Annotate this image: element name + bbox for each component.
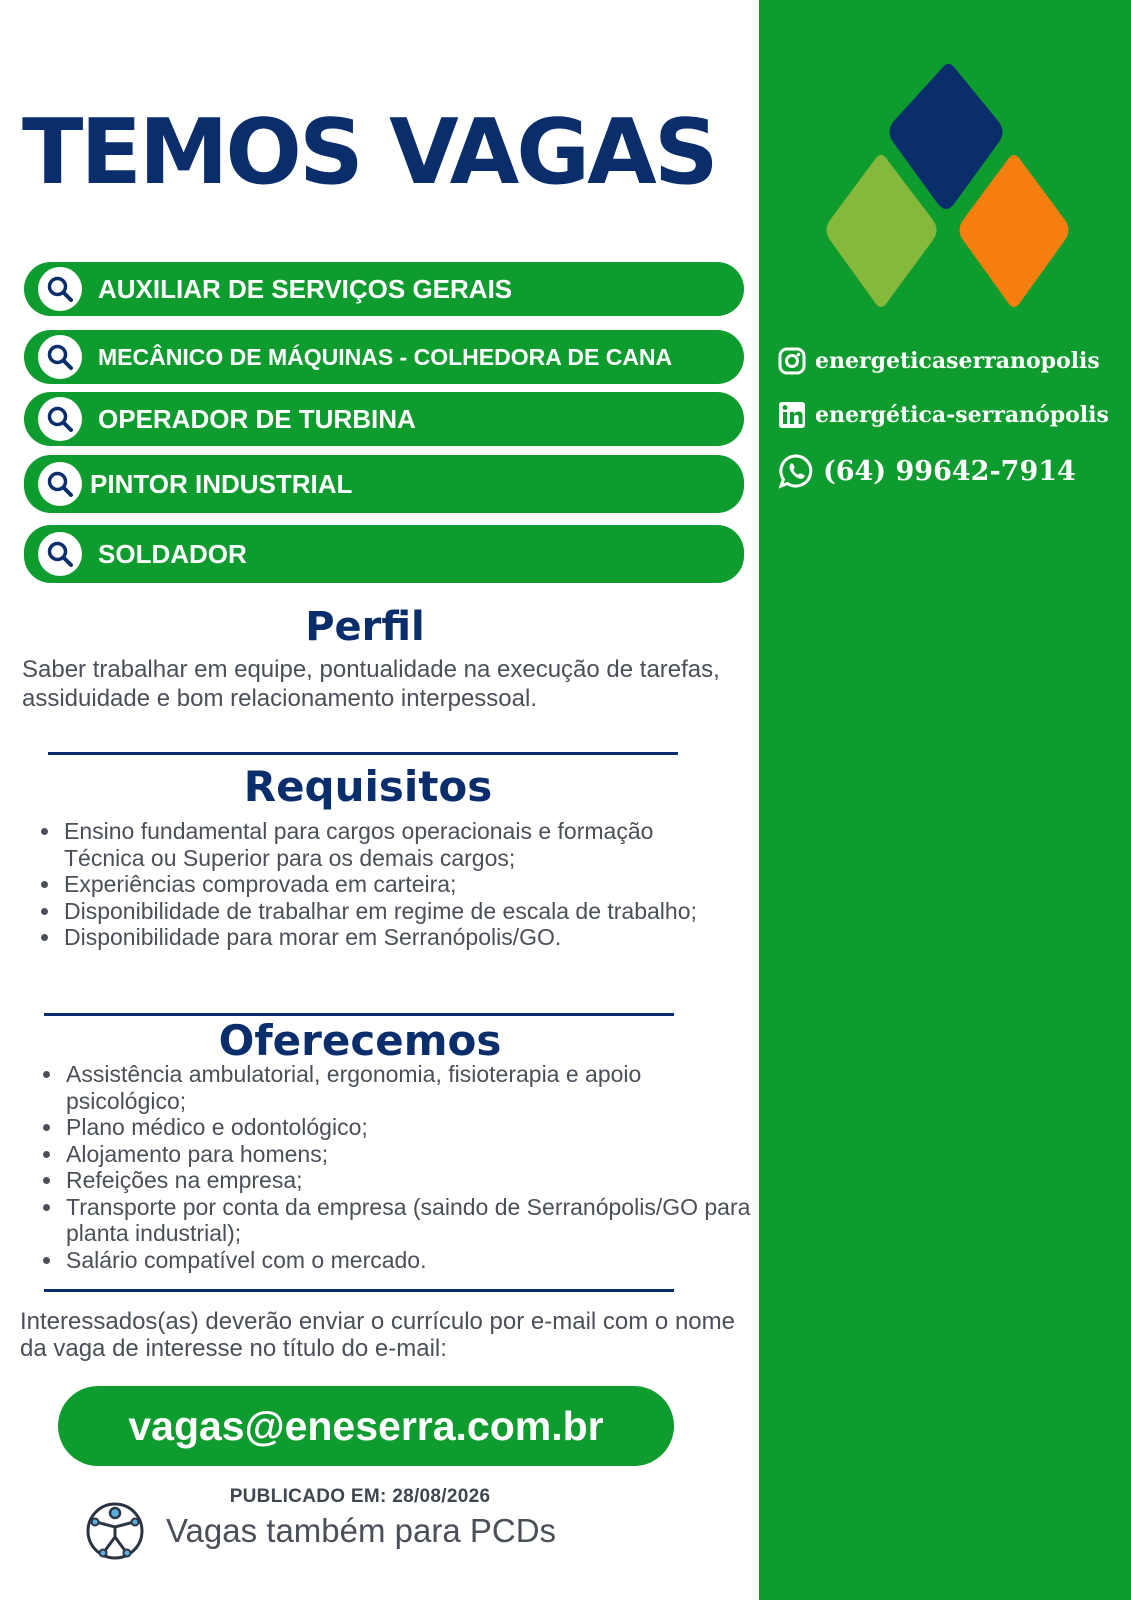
list-item: • Experiências comprovada em carteira;: [62, 871, 702, 898]
offers-title: Oferecemos: [218, 1016, 502, 1065]
page-title: TEMOS VAGAS: [22, 100, 716, 205]
list-item: • Disponibilidade de trabalhar em regime de escala de trabalho;: [62, 898, 702, 925]
job-label: OPERADOR DE TURBINA: [98, 403, 416, 434]
job-item[interactable]: [24, 525, 744, 583]
pcd-note: Vagas também para PCDs: [166, 1512, 557, 1549]
job-item[interactable]: [24, 455, 744, 513]
profile-title: Perfil: [305, 604, 425, 650]
published-date: PUBLICADO EM: 28/08/2026: [229, 1486, 491, 1507]
whatsapp-icon: [777, 452, 815, 490]
linkedin-icon: [777, 400, 807, 430]
divider: [44, 1289, 674, 1292]
job-label: AUXILIAR DE SERVIÇOS GERAIS: [98, 273, 513, 304]
list-item: • Transporte por conta da empresa (saindo de Serranópolis/GO para planta industrial);: [64, 1194, 754, 1247]
linkedin-handle: energética-serranópolis: [815, 402, 1109, 428]
job-item[interactable]: [24, 330, 744, 384]
whatsapp-number: (64) 99642-7914: [823, 455, 1076, 487]
search-icon: [38, 397, 82, 441]
instagram-contact[interactable]: [777, 346, 1100, 376]
job-label: SOLDADOR: [98, 538, 247, 569]
company-logo: [814, 62, 1074, 318]
job-item[interactable]: [24, 262, 744, 316]
email-button[interactable]: vagas@eneserra.com.br: [58, 1386, 674, 1466]
instagram-handle: energeticaserranopolis: [815, 348, 1100, 374]
search-icon: [38, 532, 82, 576]
job-label: PINTOR INDUSTRIAL: [90, 468, 353, 499]
search-icon: [38, 267, 82, 311]
accessibility-icon: [84, 1500, 146, 1562]
offers-list: [24, 1061, 754, 1273]
list-item: • Plano médico e odontológico;: [64, 1114, 754, 1141]
linkedin-contact[interactable]: [777, 400, 1109, 430]
job-item[interactable]: [24, 392, 744, 446]
divider: [48, 752, 678, 755]
search-icon: [38, 335, 82, 379]
list-item: • Disponibilidade para morar em Serranópolis/GO.: [62, 924, 702, 951]
requirements-title: Requisitos: [243, 762, 493, 811]
instagram-icon: [777, 346, 807, 376]
profile-text: Saber trabalhar em equipe, pontualidade na execução de tarefas, assiduidade e bom relacionamento interpessoal.: [22, 656, 720, 712]
search-icon: [38, 462, 82, 506]
list-item: • Alojamento para homens;: [64, 1141, 754, 1168]
list-item: • Salário compatível com o mercado.: [64, 1247, 754, 1274]
list-item: • Refeições na empresa;: [64, 1167, 754, 1194]
logo-orange-diamond: [960, 155, 1069, 307]
requirements-list: [22, 818, 702, 951]
job-label: MECÂNICO DE MÁQUINAS - COLHEDORA DE CANA: [98, 343, 673, 370]
whatsapp-contact[interactable]: [777, 452, 1076, 490]
list-item: • Ensino fundamental para cargos operacionais e formação Técnica ou Superior para os demais cargos;: [62, 818, 702, 871]
sidebar: [759, 0, 1131, 1600]
apply-text: Interessados(as) deverão enviar o currículo por e-mail com o nome da vaga de interesse no título do e-mail:: [20, 1308, 735, 1362]
list-item: • Assistência ambulatorial, ergonomia, fisioterapia e apoio psicológico;: [64, 1061, 754, 1114]
